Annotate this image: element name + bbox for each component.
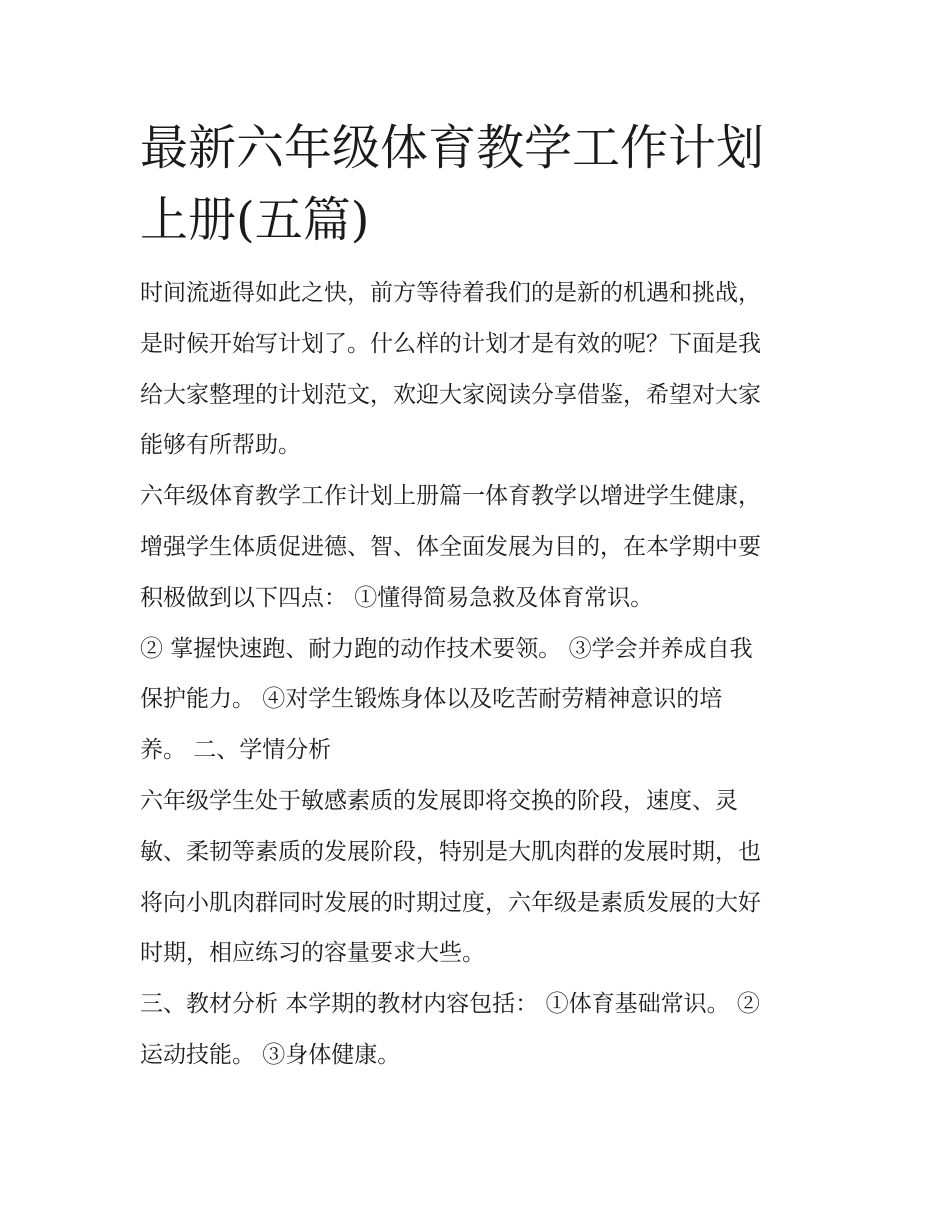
text-line: 将向小肌肉群同时发展的时期过度，六年级是素质发展的大好: [140, 889, 761, 916]
text-line: 给大家整理的计划范文，欢迎大家阅读分享借鉴，希望对大家: [140, 381, 761, 408]
text-line: 六年级学生处于敏感素质的发展即将交换的阶段，速度、灵: [140, 787, 738, 814]
paragraph-goals: [140, 471, 815, 623]
paragraph-student-analysis: [140, 776, 815, 979]
document-body: [140, 112, 815, 1081]
text-line: 三、教材分析 本学期的教材内容包括： ①体育基础常识。 ②: [140, 991, 760, 1018]
text-line: 敏、柔韧等素质的发展阶段，特别是大肌肉群的发展时期，也: [140, 838, 761, 865]
document-title: [140, 112, 815, 256]
text-line: 积极做到以下四点： ①懂得简易急救及体育常识。: [140, 584, 654, 611]
text-line: 是时候开始写计划了。什么样的计划才是有效的呢？下面是我: [140, 330, 761, 357]
paragraph-intro: [140, 268, 815, 471]
text-line: ② 掌握快速跑、耐力跑的动作技术要领。 ③学会并养成自我: [140, 635, 753, 662]
title-line-1: 最新六年级体育教学工作计划: [140, 120, 765, 176]
text-line: 时期，相应练习的容量要求大些。: [140, 940, 485, 967]
text-line: 六年级体育教学工作计划上册篇一体育教学以增进学生健康，: [140, 483, 761, 510]
text-line: 时间流逝得如此之快，前方等待着我们的是新的机遇和挑战，: [140, 280, 761, 306]
text-line: 保护能力。 ④对学生锻炼身体以及吃苦耐劳精神意识的培: [140, 686, 723, 713]
text-line: 运动技能。 ③身体健康。: [140, 1041, 401, 1068]
paragraph-material-analysis: [140, 979, 815, 1081]
paragraph-goals-continued: [140, 624, 815, 776]
text-line: 能够有所帮助。: [140, 432, 301, 459]
text-line: 增强学生体质促进德、智、体全面发展为目的，在本学期中要: [140, 533, 761, 560]
title-line-2: 上册(五篇): [140, 192, 370, 248]
text-line: 养。 二、学情分析: [140, 737, 332, 764]
